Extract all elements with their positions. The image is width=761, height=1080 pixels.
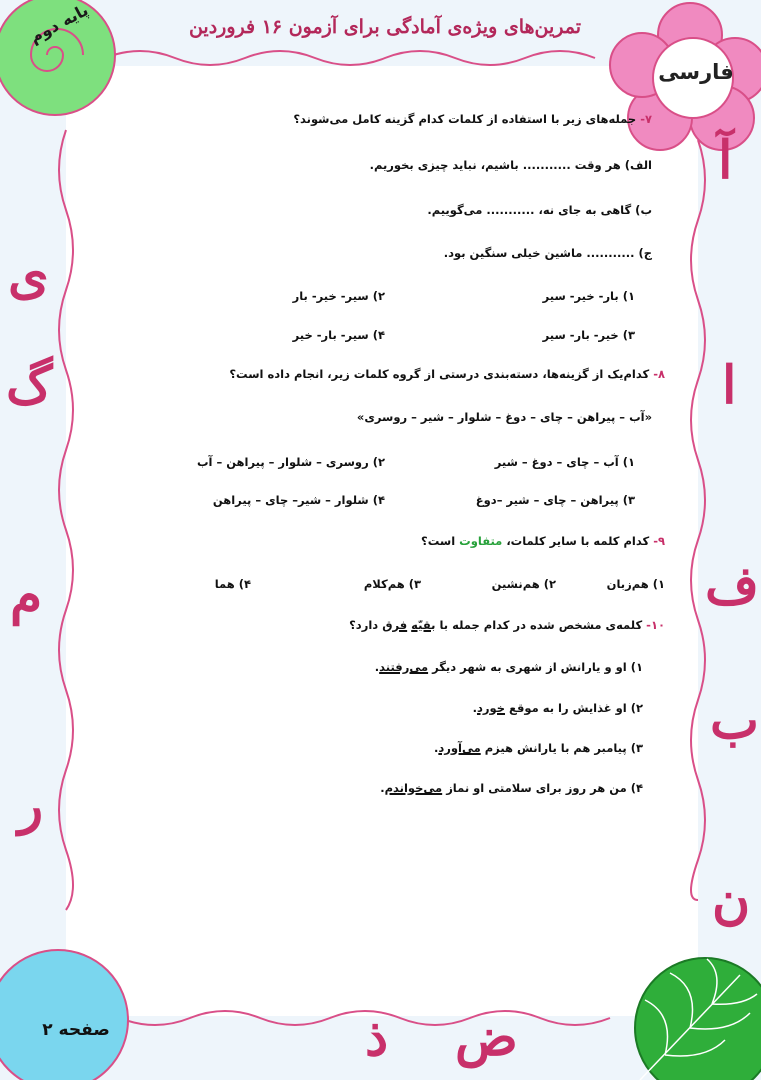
grade-label: پایه دوم — [26, 0, 92, 47]
border-letter: ر — [18, 775, 44, 836]
page-number: صفحه ۲ — [42, 1020, 110, 1040]
border-letter: ف — [705, 555, 759, 616]
question-text: کلمه‌ی مشخص شده در کدام جمله با — [439, 618, 643, 632]
q9-option[interactable]: ۱) هم‌زبان — [606, 577, 665, 591]
option-text: ۱) او و یارانش از شهری به شهر دیگر — [432, 660, 643, 674]
question-7 — [293, 112, 652, 126]
q8-option[interactable]: ۱) آب – چای – دوغ – شیر — [494, 455, 635, 469]
border-letter: ا — [722, 355, 737, 416]
cyan-corner-decoration — [0, 950, 128, 1080]
q8-option[interactable]: ۴) شلوار – شیر– چای – پیراهن — [212, 493, 385, 507]
question-text: است؟ — [421, 534, 456, 548]
border-letter: ی — [8, 245, 49, 306]
underlined-word: می‌خواندم — [384, 781, 443, 795]
option-punct: . — [472, 701, 477, 715]
q8-word-group: «آب – پیراهن – چای – دوغ – شلوار – شیر – روسری» — [356, 410, 652, 424]
question-text: دارد؟ — [349, 618, 379, 632]
q8-option[interactable]: ۲) روسری – شلوار – پیراهن – آب — [196, 455, 385, 469]
question-text: کدام کلمه با سایر کلمات، — [506, 534, 650, 548]
q10-option[interactable] — [375, 660, 643, 674]
q7-option[interactable]: ۲) سیر- خیر- بار — [292, 289, 385, 303]
question-number: ۷- — [640, 112, 652, 126]
border-letter: آ — [718, 130, 733, 191]
underlined-word: می‌آورد — [438, 741, 481, 755]
question-text: جمله‌های زیر با استفاده از کلمات کدام گزینه کامل می‌شوند؟ — [293, 112, 637, 126]
q7-option[interactable]: ۱) بار- خیر- سیر — [542, 289, 635, 303]
q9-option[interactable]: ۳) هم‌کلام — [363, 577, 421, 591]
question-number: ۱۰- — [646, 618, 665, 632]
q10-option[interactable] — [434, 741, 643, 755]
border-letter: گ — [6, 355, 53, 416]
border-letter: ن — [712, 870, 751, 931]
question-number: ۸- — [653, 367, 665, 381]
option-text: ۲) او غذایش را به موقع — [509, 701, 643, 715]
question-10 — [349, 618, 665, 632]
border-letter: ض — [455, 1007, 518, 1068]
border-letter: م — [10, 565, 43, 626]
option-text: ۳) پیامبر هم با یارانش هیزم — [484, 741, 643, 755]
question-9 — [421, 534, 665, 548]
subject-label: فارسی — [658, 60, 734, 84]
option-punct: . — [374, 660, 380, 674]
worksheet-title: تمرین‌های ویژه‌ی آمادگی برای آزمون ۱۶ فروردین — [188, 16, 582, 38]
q8-option[interactable]: ۳) پیراهن – چای – شیر –دوغ — [475, 493, 635, 507]
underlined-word: بقیّه — [411, 618, 436, 632]
option-text: ۴) من هر روز برای سلامتی او نماز — [446, 781, 643, 795]
highlighted-word: متفاوت — [459, 534, 503, 548]
option-punct: . — [380, 781, 385, 795]
question-8 — [229, 367, 665, 381]
question-text: کدام‌یک از گزینه‌ها، دسته‌بندی درستی از گروه کلمات زیر، انجام داده است؟ — [229, 367, 650, 381]
q9-option[interactable]: ۲) هم‌نشین — [491, 577, 556, 591]
green-leaf-decoration — [635, 958, 761, 1080]
underlined-word: خورد — [476, 701, 505, 715]
underlined-word: فرق — [382, 618, 408, 632]
q10-option[interactable] — [473, 701, 643, 715]
q9-option[interactable]: ۴) هما — [214, 577, 251, 591]
q7-option[interactable]: ۳) خیر- بار- سیر — [542, 328, 635, 342]
q7-sentence: ج) ........... ماشین خیلی سنگین بود. — [443, 246, 652, 260]
underlined-word: می‌رفتند — [379, 660, 429, 674]
question-number: ۹- — [653, 534, 665, 548]
border-letter: ذ — [365, 1007, 389, 1068]
q10-option[interactable] — [380, 781, 643, 795]
q7-option[interactable]: ۴) سیر- بار- خیر — [292, 328, 385, 342]
border-letter: ب — [710, 690, 759, 751]
q7-sentence: الف) هر وقت ........... باشیم، نباید چیزی بخوریم. — [369, 158, 652, 172]
option-punct: . — [433, 741, 439, 755]
q7-sentence: ب) گاهی به جای نه، ........... می‌گوییم. — [427, 203, 652, 217]
